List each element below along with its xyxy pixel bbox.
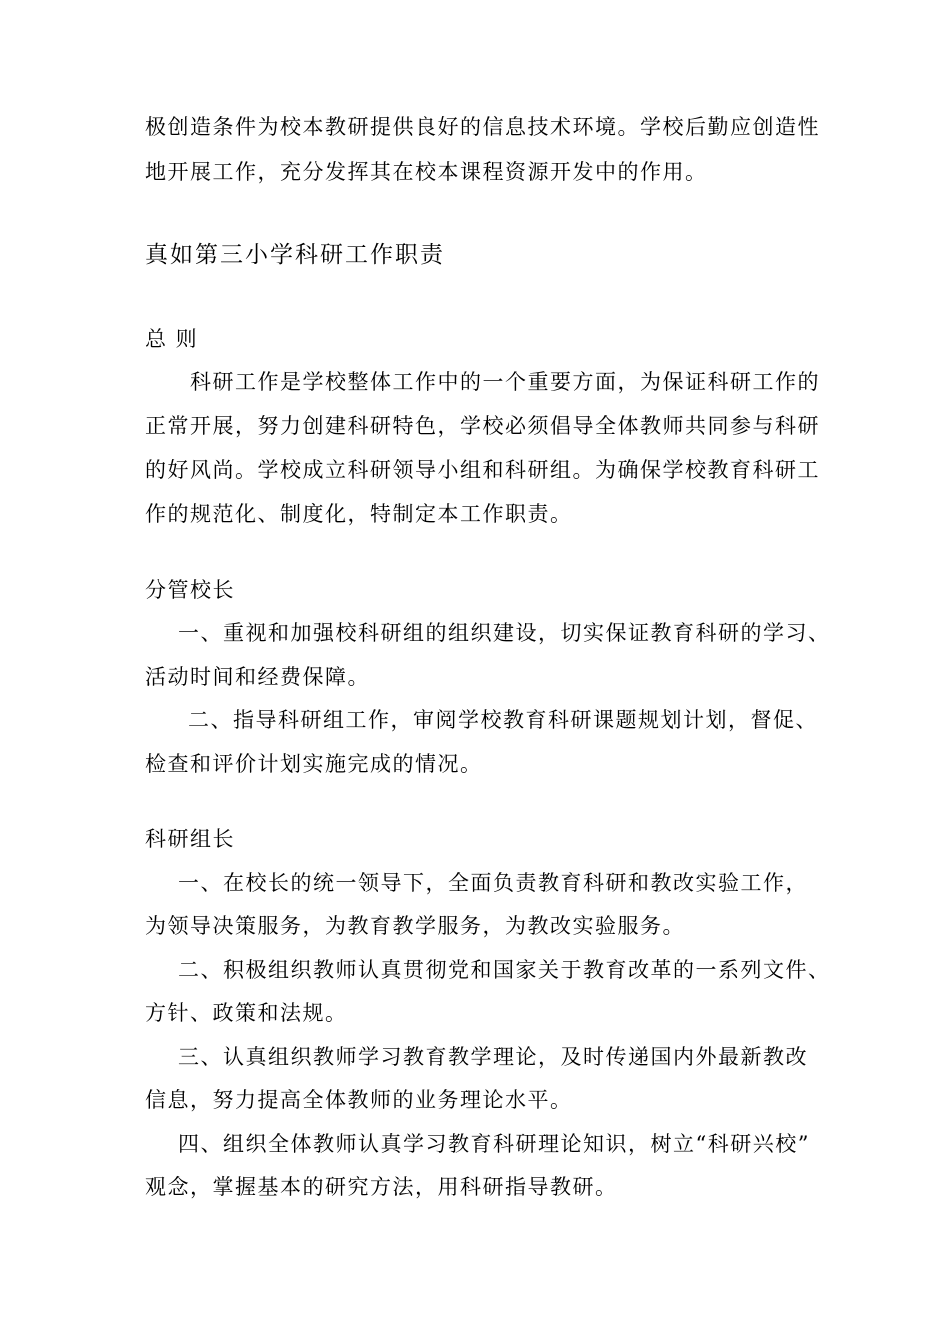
paragraph-line: 正常开展，努力创建科研特色，学校必须倡导全体教师共同参与科研 xyxy=(145,414,820,438)
paragraph-line: 的好风尚。学校成立科研领导小组和科研组。为确保学校教育科研工 xyxy=(145,458,820,482)
section-heading-vice-principal: 分管校长 xyxy=(145,578,235,602)
paragraph-line: 活动时间和经费保障。 xyxy=(145,665,370,689)
paragraph-line: 一、在校长的统一领导下，全面负责教育科研和教改实验工作， xyxy=(178,871,808,895)
paragraph-line: 作的规范化、制度化，特制定本工作职责。 xyxy=(145,502,573,526)
paragraph-line: 二、指导科研组工作，审阅学校教育科研课题规划计划，督促、 xyxy=(188,708,818,732)
paragraph-line: 四、组织全体教师认真学习教育科研理论知识，树立“科研兴校” xyxy=(178,1132,810,1156)
paragraph-line: 检查和评价计划实施完成的情况。 xyxy=(145,752,483,776)
paragraph-line: 三、认真组织教师学习教育教学理论，及时传递国内外最新教改 xyxy=(178,1045,808,1069)
intro-line: 极创造条件为校本教研提供良好的信息技术环境。学校后勤应创造性 xyxy=(145,115,820,139)
section-heading-research-leader: 科研组长 xyxy=(145,827,235,851)
document-title: 真如第三小学科研工作职责 xyxy=(145,242,445,268)
paragraph-line: 信息，努力提高全体教师的业务理论水平。 xyxy=(145,1088,573,1112)
paragraph-line: 为领导决策服务，为教育教学服务，为教改实验服务。 xyxy=(145,914,685,938)
paragraph-line: 科研工作是学校整体工作中的一个重要方面，为保证科研工作的 xyxy=(190,370,820,394)
section-heading-general: 总 则 xyxy=(145,327,199,351)
paragraph-line: 二、积极组织教师认真贯彻党和国家关于教育改革的一系列文件、 xyxy=(178,958,831,982)
paragraph-line: 方针、政策和法规。 xyxy=(145,1001,348,1025)
paragraph-line: 观念，掌握基本的研究方法，用科研指导教研。 xyxy=(145,1175,618,1199)
paragraph-line: 一、重视和加强校科研组的组织建设，切实保证教育科研的学习、 xyxy=(178,621,831,645)
intro-line: 地开展工作，充分发挥其在校本课程资源开发中的作用。 xyxy=(145,160,708,184)
